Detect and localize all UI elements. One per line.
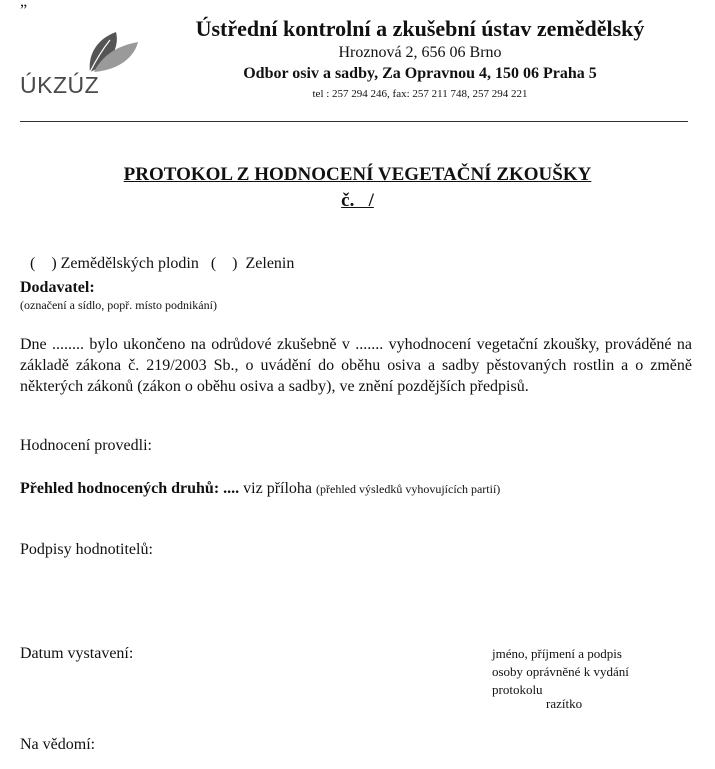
issue-date-label: Datum vystavení: (20, 645, 134, 662)
species-overview (20, 480, 500, 498)
institute-logo (20, 28, 140, 98)
stamp-label: razítko (546, 696, 583, 711)
authorized-person-block (492, 645, 692, 699)
logo-text: ÚKZÚZ (20, 72, 100, 98)
crop-type-row (22, 237, 294, 273)
acknowledged-label: Na vědomí: (20, 736, 96, 753)
department-address: Odbor osiv a sadby, Za Opravnou 4, 150 06 Praha 5 (243, 65, 597, 82)
document-number: č. / (341, 190, 374, 211)
overview-note: (přehled výsledků vyhovujících partií) (316, 482, 501, 496)
authorized-line-1: jméno, příjmení a podpis (492, 646, 622, 661)
crop-option-agricultural: ( ) Zemědělských plodin (30, 255, 199, 272)
body-paragraph: Dne ........ bylo ukončeno na odrůdové zkušebně v ....... vyhodnocení vegetační zkoušky, prováděné na základě zákona č. 219/2003 Sb., o uvádění do oběhu osiva a sadby pěstovaných rostlin a o změně některých zákonů (zákon o oběhu osiva a sadby), ve znění pozdějších předpisů. (20, 336, 692, 395)
supplier-note: (označení a sídlo, popř. místo podnikání) (20, 298, 217, 312)
institute-address: Hroznová 2, 656 06 Brno (338, 44, 502, 61)
contact-line: tel : 257 294 246, fax: 257 211 748, 257 294 221 (312, 88, 528, 100)
overview-value: viz příloha (239, 480, 317, 497)
crop-option-vegetables: ( ) Zelenin (210, 255, 295, 272)
document-title: PROTOKOL Z HODNOCENÍ VEGETAČNÍ ZKOUŠKY (123, 164, 592, 185)
overview-label: Přehled hodnocených druhů: .... (20, 480, 240, 497)
authorized-line-3: protokolu (492, 682, 543, 697)
leaf-icon (80, 28, 140, 74)
quote-mark: ” (20, 2, 28, 19)
authorized-line-2: osoby oprávněné k vydání (492, 664, 629, 679)
supplier-label: Dodavatel: (20, 279, 95, 296)
evaluator-signatures-label: Podpisy hodnotitelů: (20, 541, 153, 558)
institute-name: Ústřední kontrolní a zkušební ústav zemědělský (195, 16, 645, 41)
header-divider (20, 121, 688, 122)
evaluation-by-label: Hodnocení provedli: (20, 437, 152, 454)
